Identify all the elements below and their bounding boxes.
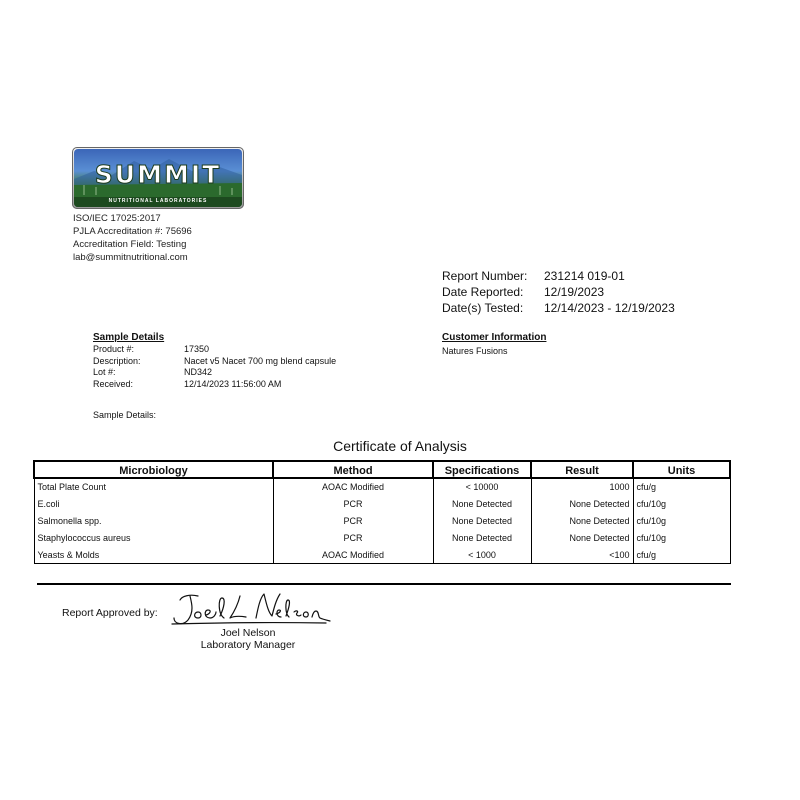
summit-logo (72, 147, 244, 209)
results-table (33, 460, 731, 564)
product-number: 17350 (184, 344, 210, 354)
table-row (34, 546, 730, 563)
test-units: cfu/10g (633, 496, 730, 513)
signer (198, 627, 298, 651)
test-name: E.coli (34, 496, 273, 513)
handwritten-signature (168, 590, 333, 630)
logo-panel (74, 149, 242, 207)
test-method: PCR (273, 529, 433, 546)
report-number-label: Report Number: (442, 269, 528, 283)
description-label: Description: (93, 355, 141, 366)
received-date: 12/14/2023 11:56:00 AM (184, 378, 282, 389)
accreditation-field: Accreditation Field: Testing (73, 239, 187, 250)
lot-label: Lot #: (93, 367, 116, 377)
received-label: Received: (93, 378, 134, 389)
date-reported: 12/19/2023 (544, 285, 605, 299)
report-meta (442, 268, 675, 316)
test-specification: None Detected (433, 496, 531, 513)
test-units: cfu/10g (633, 529, 730, 546)
pjla-accreditation: PJLA Accreditation #: 75696 (73, 226, 192, 237)
table-row (34, 496, 730, 513)
test-result: None Detected (531, 529, 633, 546)
logo-wordmark: SUMMIT (94, 160, 222, 189)
test-name: Salmonella spp. (34, 513, 273, 530)
test-result: <100 (531, 546, 633, 563)
test-name: Total Plate Count (34, 478, 273, 496)
test-method: AOAC Modified (273, 478, 433, 496)
test-result: 1000 (531, 478, 633, 496)
date-reported-label: Date Reported: (442, 285, 524, 299)
table-row (34, 529, 730, 546)
test-result: None Detected (531, 496, 633, 513)
product-label: Product #: (93, 344, 135, 354)
test-specification: None Detected (433, 529, 531, 546)
test-specification: None Detected (433, 513, 531, 530)
test-units: cfu/g (633, 478, 730, 496)
test-method: PCR (273, 513, 433, 530)
description: Nacet v5 Nacet 700 mg blend capsule (184, 355, 337, 366)
sample-details-note: Sample Details: (93, 410, 157, 420)
test-units: cfu/g (633, 546, 730, 563)
logo-tagline: NUTRITIONAL LABORATORIES (108, 198, 208, 204)
table-row (34, 478, 730, 496)
signer-name: Joel Nelson (220, 627, 276, 639)
lab-info (73, 212, 192, 264)
test-units: cfu/10g (633, 513, 730, 530)
table-header-row (34, 461, 730, 478)
table-row (34, 513, 730, 530)
dates-tested: 12/14/2023 - 12/19/2023 (544, 301, 675, 315)
sample-details-title: Sample Details (93, 332, 165, 343)
certificate-title: Certificate of Analysis (333, 438, 467, 454)
column-header: Result (531, 461, 633, 478)
report-number: 231214 019-01 (544, 269, 625, 283)
signer-title: Laboratory Manager (200, 639, 296, 651)
test-specification: < 10000 (433, 478, 531, 496)
column-header: Method (273, 461, 433, 478)
approved-by-label: Report Approved by: (62, 607, 158, 619)
test-name: Yeasts & Molds (34, 546, 273, 563)
lab-email: lab@summitnutritional.com (73, 252, 188, 263)
section-divider (37, 583, 731, 585)
test-method: AOAC Modified (273, 546, 433, 563)
iso-accreditation: ISO/IEC 17025:2017 (73, 213, 161, 224)
test-result: None Detected (531, 513, 633, 530)
customer-title: Customer Information (442, 332, 547, 343)
column-header: Specifications (433, 461, 531, 478)
customer-name: Natures Fusions (442, 346, 508, 356)
sample-details (93, 332, 336, 390)
column-header: Units (633, 461, 730, 478)
customer-information (442, 332, 546, 356)
lot-number: ND342 (184, 367, 213, 377)
dates-tested-label: Date(s) Tested: (442, 301, 524, 315)
test-specification: < 1000 (433, 546, 531, 563)
test-name: Staphylococcus aureus (34, 529, 273, 546)
column-header: Microbiology (34, 461, 273, 478)
test-method: PCR (273, 496, 433, 513)
